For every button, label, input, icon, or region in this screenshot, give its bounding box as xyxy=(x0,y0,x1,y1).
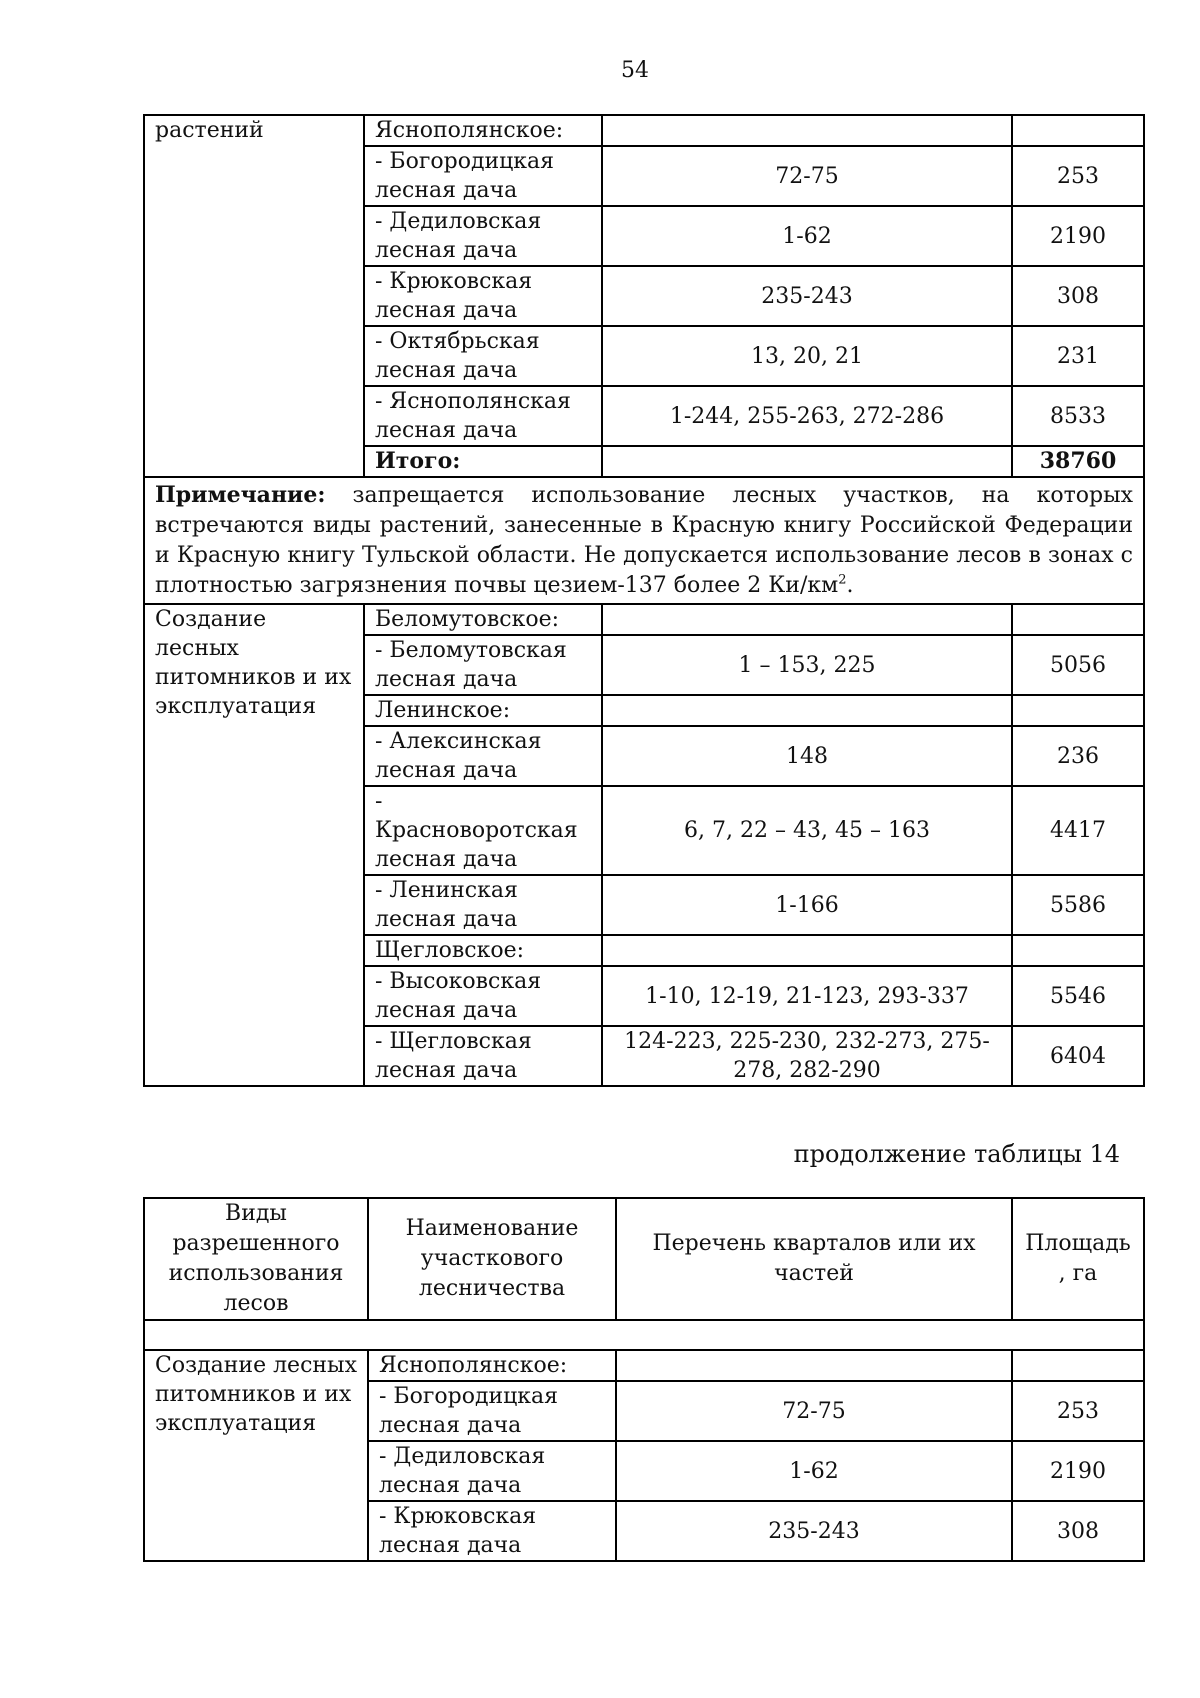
area-cell: 5056 xyxy=(1012,635,1144,695)
area-cell xyxy=(1012,604,1144,635)
area-cell xyxy=(1012,1350,1144,1381)
forestry-name-cell: - Алексинская лесная дача xyxy=(364,726,602,786)
forestry-name-cell: Яснополянское: xyxy=(364,115,602,146)
quarters-cell xyxy=(602,446,1012,477)
area-cell: 8533 xyxy=(1012,386,1144,446)
forestry-name-cell: - Щегловская лесная дача xyxy=(364,1026,602,1086)
quarters-cell: 1-10, 12-19, 21-123, 293-337 xyxy=(602,966,1012,1026)
forestry-name-cell: Ленинское: xyxy=(364,695,602,726)
area-cell: 4417 xyxy=(1012,786,1144,875)
forestry-name-cell: - Красноворотская лесная дача xyxy=(364,786,602,875)
forestry-name-cell: Беломутовское: xyxy=(364,604,602,635)
forestry-name-cell: Щегловское: xyxy=(364,935,602,966)
note-end: . xyxy=(846,573,854,598)
column-header: Наименование участкового лесничества xyxy=(368,1198,616,1320)
area-cell: 253 xyxy=(1012,146,1144,206)
empty-cell xyxy=(144,1320,1144,1350)
note-row xyxy=(144,477,1144,604)
use-type-cell: Создание лесных питомников и их эксплуатация xyxy=(144,1350,368,1561)
forest-use-table-continued xyxy=(143,1197,1145,1562)
area-cell: 5546 xyxy=(1012,966,1144,1026)
quarters-cell xyxy=(602,115,1012,146)
header-row xyxy=(144,1198,1144,1320)
quarters-cell: 235-243 xyxy=(616,1501,1012,1561)
area-cell: 308 xyxy=(1012,266,1144,326)
note-superscript: 2 xyxy=(838,572,847,588)
total-value: 38760 xyxy=(1012,446,1144,477)
forestry-name-cell: Яснополянское: xyxy=(368,1350,616,1381)
column-header: Виды разрешенного использования лесов xyxy=(144,1198,368,1320)
column-header: Перечень кварталов или их частей xyxy=(616,1198,1012,1320)
quarters-cell: 1-244, 255-263, 272-286 xyxy=(602,386,1012,446)
forestry-name-cell: - Октябрьская лесная дача xyxy=(364,326,602,386)
forestry-name-cell: - Крюковская лесная дача xyxy=(364,266,602,326)
column-header: Площадь , га xyxy=(1012,1198,1144,1320)
quarters-cell: 235-243 xyxy=(602,266,1012,326)
quarters-cell: 13, 20, 21 xyxy=(602,326,1012,386)
use-type-cell: Создание лесных питомников и их эксплуатация xyxy=(144,604,364,1086)
total-label: Итого: xyxy=(364,446,602,477)
page-number: 54 xyxy=(621,58,649,83)
note-label: Примечание: xyxy=(155,482,326,508)
area-cell: 5586 xyxy=(1012,875,1144,935)
note-cell xyxy=(144,477,1144,604)
forestry-name-cell: - Дедиловская лесная дача xyxy=(368,1441,616,1501)
area-cell: 231 xyxy=(1012,326,1144,386)
area-cell: 2190 xyxy=(1012,206,1144,266)
quarters-cell: 1-62 xyxy=(616,1441,1012,1501)
area-cell: 308 xyxy=(1012,1501,1144,1561)
forestry-name-cell: - Яснополянская лесная дача xyxy=(364,386,602,446)
table-row xyxy=(144,115,1144,146)
quarters-cell xyxy=(602,935,1012,966)
forestry-name-cell: - Крюковская лесная дача xyxy=(368,1501,616,1561)
quarters-cell: 1 – 153, 225 xyxy=(602,635,1012,695)
quarters-cell: 6, 7, 22 – 43, 45 – 163 xyxy=(602,786,1012,875)
area-cell xyxy=(1012,115,1144,146)
table-row xyxy=(144,1350,1144,1381)
quarters-cell: 1-62 xyxy=(602,206,1012,266)
quarters-cell xyxy=(602,604,1012,635)
forestry-name-cell: - Богородицкая лесная дача xyxy=(368,1381,616,1441)
area-cell: 253 xyxy=(1012,1381,1144,1441)
area-cell xyxy=(1012,935,1144,966)
quarters-cell xyxy=(616,1350,1012,1381)
area-cell: 2190 xyxy=(1012,1441,1144,1501)
forestry-name-cell: - Беломутовская лесная дача xyxy=(364,635,602,695)
quarters-cell: 1-166 xyxy=(602,875,1012,935)
quarters-cell xyxy=(602,695,1012,726)
table-row xyxy=(144,604,1144,635)
spacer-row xyxy=(144,1320,1144,1350)
table-caption: продолжение таблицы 14 xyxy=(793,1140,1120,1168)
forestry-name-cell: - Ленинская лесная дача xyxy=(364,875,602,935)
forestry-name-cell: - Богородицкая лесная дача xyxy=(364,146,602,206)
area-cell xyxy=(1012,695,1144,726)
quarters-cell: 72-75 xyxy=(616,1381,1012,1441)
area-cell: 6404 xyxy=(1012,1026,1144,1086)
quarters-cell: 148 xyxy=(602,726,1012,786)
quarters-cell: 72-75 xyxy=(602,146,1012,206)
area-cell: 236 xyxy=(1012,726,1144,786)
note-text: запрещается использование лесных участков, на которых встречаются виды растений, занесенные в Красную книгу Российской Федерации и Красную книгу Тульской области. Не допускается использование лесов в зонах с плотностью загрязнения почвы цезием-137 более 2 Ки/км xyxy=(155,483,1133,598)
use-type-cell: растений xyxy=(144,115,364,477)
forest-use-table xyxy=(143,114,1145,1087)
forestry-name-cell: - Дедиловская лесная дача xyxy=(364,206,602,266)
quarters-cell: 124-223, 225-230, 232-273, 275-278, 282-290 xyxy=(602,1026,1012,1086)
forestry-name-cell: - Высоковская лесная дача xyxy=(364,966,602,1026)
